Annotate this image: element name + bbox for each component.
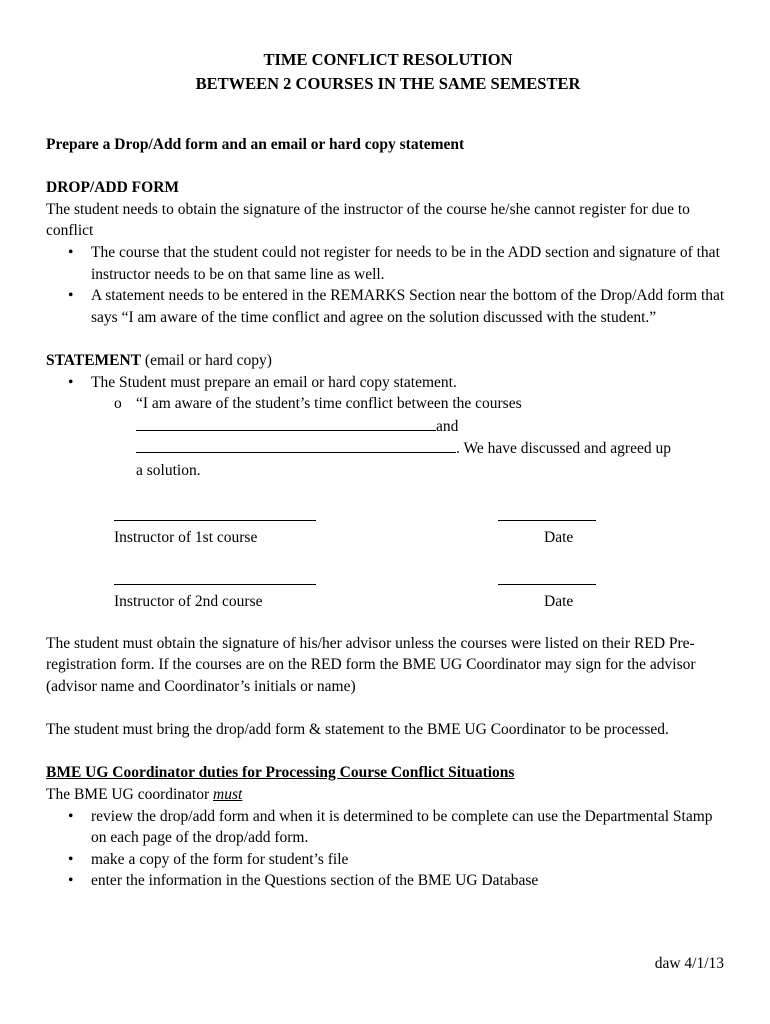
bullet-icon: • bbox=[68, 850, 74, 868]
date-1-line[interactable] bbox=[498, 506, 596, 521]
course-2-blank[interactable] bbox=[136, 437, 456, 453]
date-2-label: Date bbox=[544, 593, 574, 611]
bring-paragraph: The student must bring the drop/add form & statement to the BME UG Coordinator to be processed. bbox=[46, 721, 669, 739]
advisor-paragraph: The student must obtain the signature of his/her advisor unless the courses were listed on their RED Pre-registration form. If the courses are on the RED form the BME UG Coordinator may sign for the advisor (advisor name and Coordinator’s initials or name) bbox=[46, 634, 696, 696]
course-1-blank[interactable] bbox=[136, 415, 436, 431]
coordinator-bullets bbox=[46, 806, 730, 892]
signature-lines-2 bbox=[46, 570, 730, 592]
statement-heading-line bbox=[46, 350, 730, 372]
bullet-icon: • bbox=[68, 287, 74, 305]
date-1-label: Date bbox=[544, 529, 574, 547]
bullet-icon: • bbox=[68, 807, 74, 825]
dropadd-bullets bbox=[46, 242, 730, 328]
and-word: and bbox=[436, 417, 459, 435]
list-item: • A statement needs to be entered in the REMARKS Section near the bottom of the Drop/Add form that says “I am aware of the time conflict and agree on the solution discussed with the student.” bbox=[68, 287, 725, 326]
statement-heading: STATEMENT bbox=[46, 351, 142, 369]
bullet-icon: • bbox=[68, 373, 74, 391]
dropadd-heading: DROP/ADD FORM bbox=[46, 179, 180, 197]
list-item: • review the drop/add form and when it is determined to be complete can use the Departmental Stamp on each page of the drop/add form. bbox=[68, 807, 713, 847]
signature-labels-1 bbox=[46, 527, 730, 549]
footer-initials-date: daw 4/1/13 bbox=[654, 955, 724, 972]
dropadd-text: The student needs to obtain the signature of the instructor of the course he/she cannot register for due to conflict bbox=[46, 200, 690, 240]
quote-end: . We have discussed and agreed up bbox=[456, 440, 671, 458]
quote-last: a solution. bbox=[136, 461, 201, 479]
instructor-1-signature-line[interactable] bbox=[114, 506, 316, 521]
document-page bbox=[46, 48, 730, 892]
signature-labels-2 bbox=[46, 591, 730, 613]
quote-start: “I am aware of the student’s time conflict between the courses bbox=[136, 395, 522, 413]
circle-bullet-icon: o bbox=[114, 395, 122, 413]
list-item: • The course that the student could not register for needs to be in the ADD section and signature of that instructor needs to be on that same line as well. bbox=[68, 243, 720, 283]
bullet-icon: • bbox=[68, 872, 74, 890]
intro-heading: Prepare a Drop/Add form and an email or hard copy statement bbox=[46, 136, 465, 153]
list-item: • The Student must prepare an email or hard copy statement. bbox=[46, 372, 730, 394]
statement-bullets bbox=[46, 372, 730, 394]
list-item: • enter the information in the Questions section of the BME UG Database bbox=[46, 870, 730, 892]
coordinator-heading: BME UG Coordinator duties for Processing Course Conflict Situations bbox=[46, 764, 515, 782]
coordinator-intro: The BME UG coordinator must bbox=[46, 786, 243, 804]
signature-lines-1 bbox=[46, 506, 730, 528]
instructor-1-label: Instructor of 1st course bbox=[114, 529, 258, 547]
title-line-1: TIME CONFLICT RESOLUTION bbox=[263, 50, 513, 69]
instructor-2-label: Instructor of 2nd course bbox=[114, 593, 263, 611]
title-line-2: BETWEEN 2 COURSES IN THE SAME SEMESTER bbox=[195, 74, 581, 93]
instructor-2-signature-line[interactable] bbox=[114, 570, 316, 585]
date-2-line[interactable] bbox=[498, 570, 596, 585]
must-emphasis: must bbox=[213, 786, 243, 804]
statement-quote bbox=[46, 393, 730, 481]
statement-heading-note: (email or hard copy) bbox=[141, 351, 272, 369]
bullet-icon: • bbox=[68, 243, 74, 261]
list-item: • make a copy of the form for student’s file bbox=[46, 849, 730, 871]
